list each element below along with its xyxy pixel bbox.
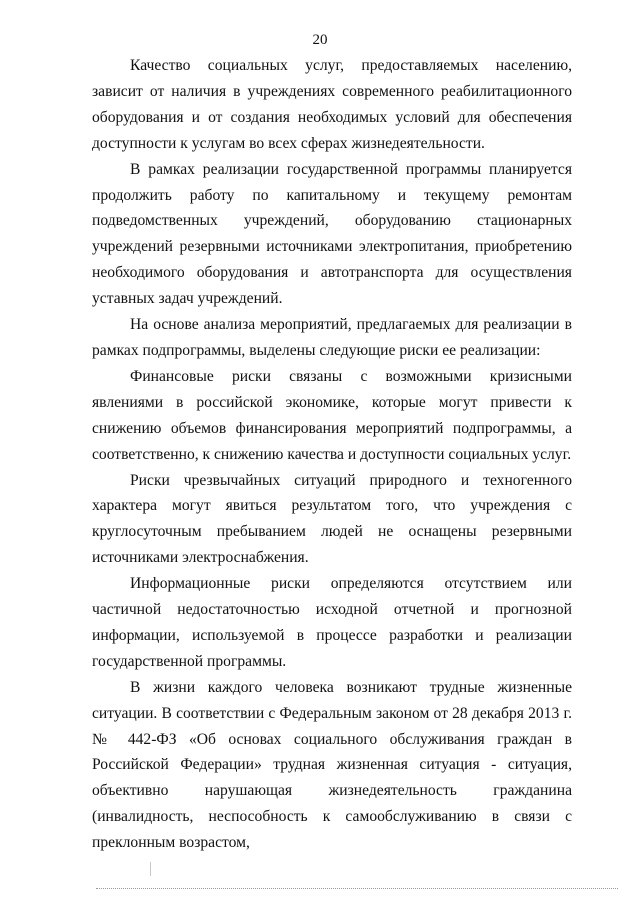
paragraph-service-quality: Качество социальных услуг, предоставляемых населению, зависит от наличия в учреждениях современного реабилитационного оборудования и от создания необходимых условий для обеспечения доступности к услугам во всех сферах жизнедеятельности. (92, 57, 572, 152)
paragraph-financial-risks: Финансовые риски связаны с возможными кризисными явлениями в российской экономике, которые могут привести к снижению объемов финансирования мероприятий подпрограммы, а соответственно, к снижению качества и доступности социальных услуг. (92, 367, 572, 463)
paragraph-information-risks: Информационные риски определяются отсутствием или частичной недостаточностью исходной отчетной и прогнозной информации, используемой в процессе разработки и реализации государственной программы. (92, 575, 572, 670)
scan-artifact (150, 862, 151, 876)
body-text (92, 53, 572, 856)
paragraph-risk-analysis: На основе анализа мероприятий, предлагаемых для реализации в рамках подпрограммы, выделены следующие риски ее реализации: (92, 316, 572, 359)
paragraph-program-plans: В рамках реализации государственной программы планируется продолжить работу по капитальному и текущему ремонтам подведомственных учреждений, оборудованию стационарных учреждений резервными источниками электропитания, приобретению необходимого оборудования и автотранспорта для осуществления уставных задач учреждений. (92, 160, 572, 308)
page-number: 20 (312, 32, 328, 48)
paragraph-difficult-situations: В жизни каждого человека возникают трудные жизненные ситуации. В соответствии с Федеральным законом от 28 декабря 2013 г. № 442-ФЗ «Об основах социального обслуживания граждан в Российской Федерации» трудная жизненная ситуация - ситуация, объективно нарушающая жизнедеятельность гражданина (инвалидность, неспособность к самообслуживанию в связи с преклонным возрастом, (92, 678, 572, 852)
footer-dotted-line (96, 888, 618, 889)
paragraph-emergency-risks: Риски чрезвычайных ситуаций природного и техногенного характера могут явиться результатом того, что учреждения с круглосуточным пребыванием людей не оснащены резервными источниками электроснабжения. (92, 471, 572, 567)
